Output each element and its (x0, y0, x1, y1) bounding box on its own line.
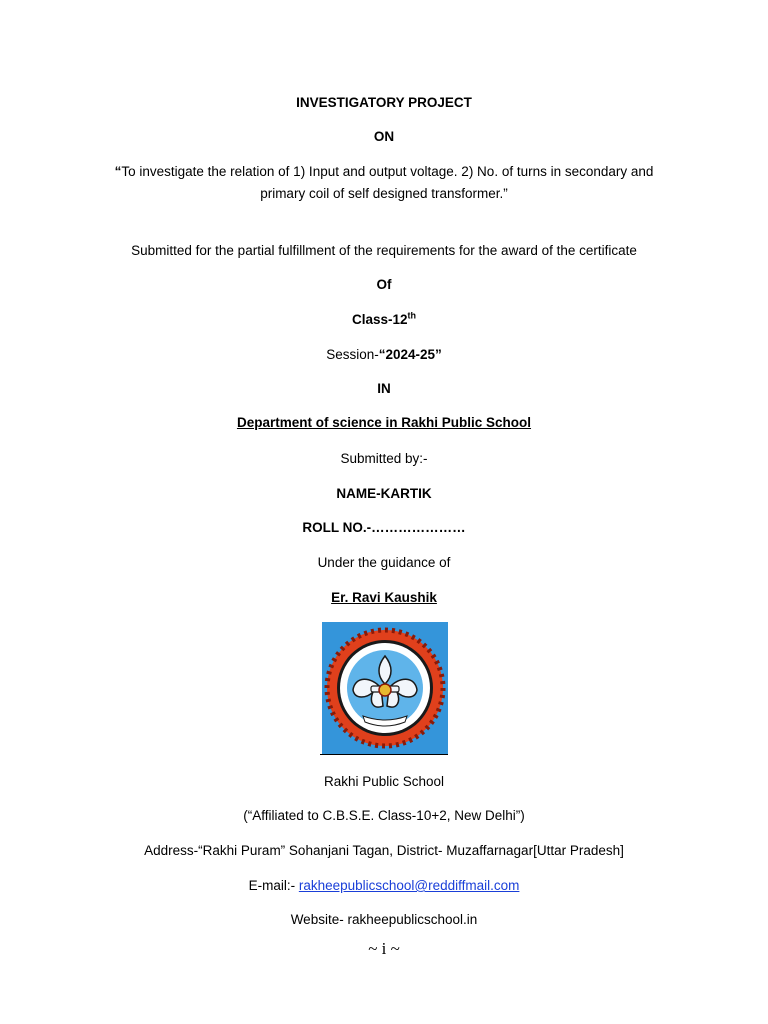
affiliation-text: (“Affiliated to C.B.S.E. Class-10+2, New Delhi”) (243, 808, 525, 823)
email-link[interactable]: rakheepublicschool@reddiffmail.com (298, 878, 520, 893)
page-number: ~ i ~ (368, 939, 400, 958)
on-label: ON (373, 129, 395, 144)
email-label: E-mail:- (248, 878, 299, 893)
website-text: Website- rakheepublicschool.in (290, 912, 478, 927)
class-line (0, 311, 768, 329)
class-superscript: th (407, 310, 417, 321)
submitted-by-label: Submitted by:- (340, 451, 428, 466)
in-label: IN (377, 381, 391, 396)
topic-line-1-text: To investigate the relation of 1) Input and output voltage. 2) No. of turns in secondary and (121, 164, 654, 179)
submitted-for-text: Submitted for the partial fulfillment of the requirements for the award of the certificate (131, 243, 637, 258)
email-line (0, 877, 768, 895)
guidance-label: Under the guidance of (317, 555, 451, 570)
session-label: Session- (326, 347, 379, 362)
project-heading: INVESTIGATORY PROJECT (296, 95, 472, 110)
class-label: Class-12 (351, 312, 408, 327)
session-line (0, 346, 768, 364)
of-label: Of (376, 277, 392, 292)
roll-number: ROLL NO.-………………… (302, 520, 466, 535)
emblem-underline (320, 754, 448, 755)
guide-name: Er. Ravi Kaushik (331, 590, 437, 605)
department-heading: Department of science in Rakhi Public School (236, 415, 532, 430)
topic-line-1 (0, 163, 768, 181)
topic-line-2: primary coil of self designed transformer.” (260, 186, 508, 201)
address-text: Address-“Rakhi Puram” Sohanjani Tagan, District- Muzaffarnagar[Uttar Pradesh] (144, 843, 624, 858)
session-value: “2024-25” (378, 347, 442, 362)
emblem-om-symbol (379, 684, 391, 696)
school-name: Rakhi Public School (323, 774, 445, 789)
topic-open-quote: “ (114, 164, 122, 179)
student-name: NAME-KARTIK (336, 486, 432, 501)
school-emblem-icon (322, 622, 448, 754)
